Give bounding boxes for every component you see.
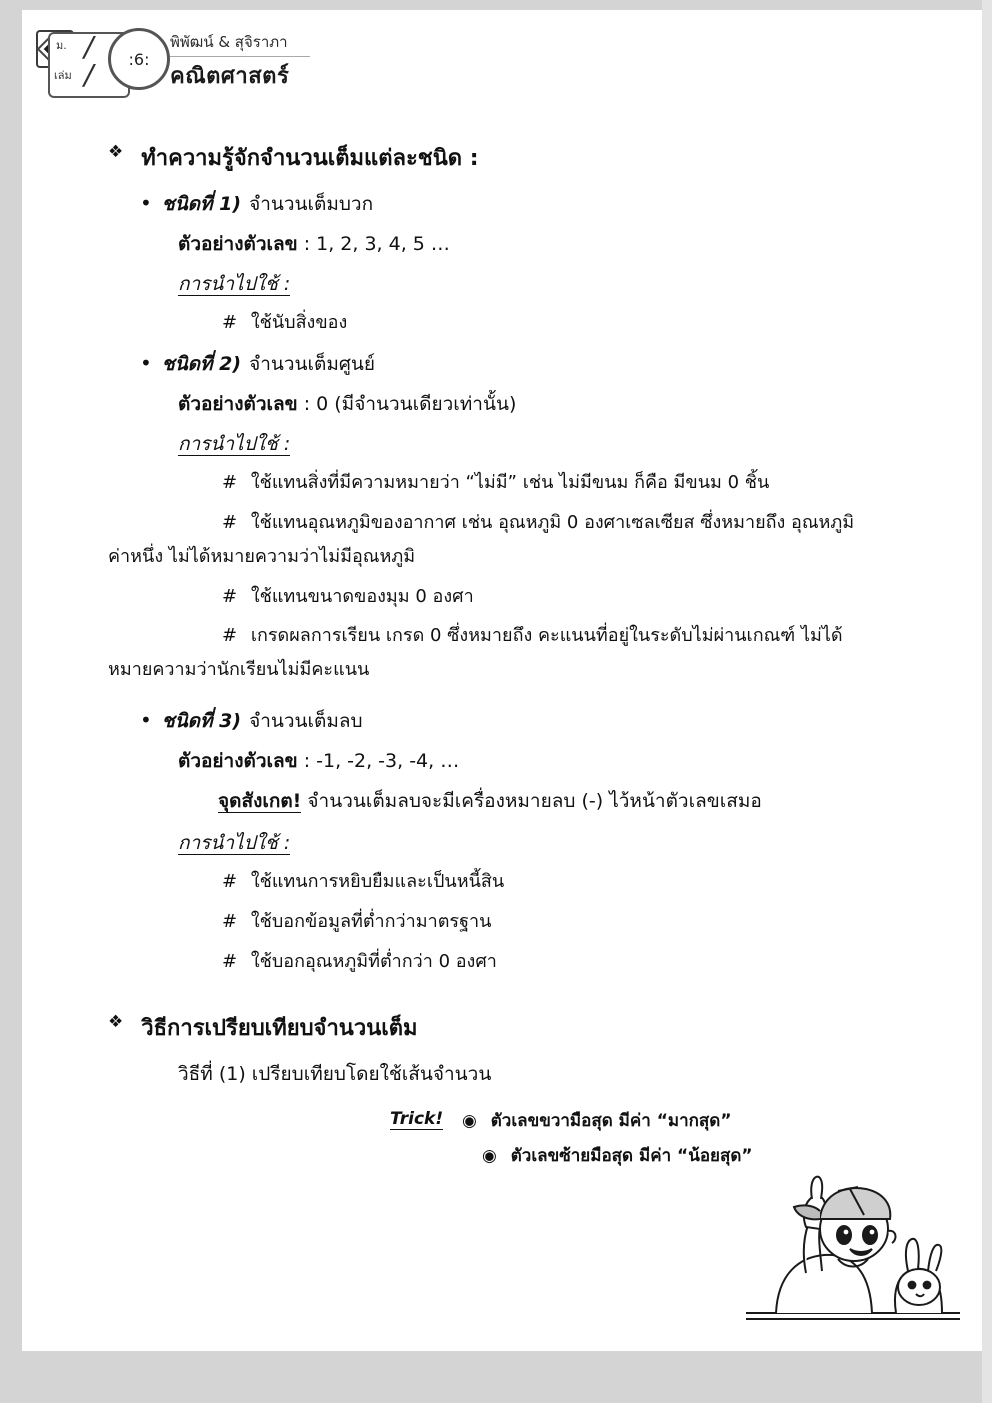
type-1-title xyxy=(22,189,962,219)
hash-bullet-icon: # xyxy=(222,312,238,333)
type-3-usage-label: การนำไปใช้ : xyxy=(178,832,291,855)
type-2-usage-item xyxy=(22,509,962,537)
grade-label: ม. xyxy=(56,39,67,52)
section-heading-2 xyxy=(22,1010,962,1045)
target-bullet-icon: ◉ xyxy=(482,1145,497,1166)
authors-label: พิพัฒน์ & สุจิราภา xyxy=(170,30,310,57)
hash-bullet-icon: # xyxy=(222,911,238,933)
mascot-illustration xyxy=(746,1141,966,1341)
method-1-text: วิธีที่ (1) เปรียบเทียบโดยใช้เส้นจำนวน xyxy=(178,1062,492,1085)
type-2-example-value: : 0 (มีจำนวนเดียวเท่านั้น) xyxy=(303,392,517,415)
type-1-example xyxy=(22,229,962,259)
dot-bullet-icon: • xyxy=(140,191,152,215)
type-2-usage-header xyxy=(22,429,962,459)
section-heading-1 xyxy=(22,140,962,175)
target-bullet-icon: ◉ xyxy=(462,1110,477,1131)
type-2-usage-item xyxy=(22,622,962,650)
dot-bullet-icon: • xyxy=(140,708,152,733)
type-2-continuation-1: ค่าหนึ่ง ไม่ได้หมายความว่าไม่มีอุณหภูมิ xyxy=(108,545,416,567)
page-edge-top xyxy=(0,0,992,10)
type-3-usage-header xyxy=(22,828,962,858)
type-2-usage-item-text-4: เกรดผลการเรียน เกรด 0 ซึ่งหมายถึง คะแนนที่อยู่ในระดับไม่ผ่านเกณฑ์ ไม่ได้ xyxy=(250,625,843,647)
type-3-title xyxy=(22,706,962,736)
type-2-usage-item-text-3: ใช้แทนขนาดของมุม 0 องศา xyxy=(250,585,474,607)
diamond-bullet-icon: ❖ xyxy=(108,1011,124,1032)
diamond-bullet-icon: ❖ xyxy=(108,142,124,162)
hash-bullet-icon: # xyxy=(222,871,238,893)
grade-slash-icon: / xyxy=(84,30,94,63)
hash-bullet-icon: # xyxy=(222,625,238,647)
section-heading-2-text: วิธีการเปรียบเทียบจำนวนเต็ม xyxy=(141,1015,418,1041)
type-1-usage-item-text: ใช้นับสิ่งของ xyxy=(250,312,348,333)
type-2-continuation-2: หมายความว่านักเรียนไม่มีคะแนน xyxy=(108,659,370,681)
page-edge-left xyxy=(0,0,22,1403)
hash-bullet-icon: # xyxy=(222,471,238,493)
type-1-usage-item xyxy=(22,309,962,337)
subject-title: คณิตศาสตร์ xyxy=(170,64,290,89)
type-2-title xyxy=(22,349,962,379)
type-3-usage-item-text-3: ใช้บอกอุณหภูมิที่ต่ำกว่า 0 องศา xyxy=(250,951,497,973)
hash-bullet-icon: # xyxy=(222,951,238,973)
type-3-note-label: จุดสังเกต! xyxy=(218,790,302,813)
type-3-usage-item xyxy=(22,908,962,936)
trick-item-2-text: ตัวเลขซ้ายมือสุด มีค่า “น้อยสุด” xyxy=(510,1145,753,1166)
type-3-usage-item xyxy=(22,868,962,896)
trick-label: Trick! xyxy=(390,1108,444,1129)
type-2-usage-item xyxy=(22,583,962,611)
page-number-circle: :6: xyxy=(108,28,170,90)
type-1-usage-label: การนำไปใช้ : xyxy=(178,273,291,295)
section-heading-1-text: ทำความรู้จักจำนวนเต็มแต่ละชนิด : xyxy=(141,146,479,171)
page-header xyxy=(22,14,362,104)
type-3-usage-item-text-1: ใช้แทนการหยิบยืมและเป็นหนี้สิน xyxy=(250,871,505,893)
type-3-name: จำนวนเต็มลบ xyxy=(249,710,363,733)
type-3-example-value: : -1, -2, -3, -4, … xyxy=(303,750,460,773)
type-2-usage-label: การนำไปใช้ : xyxy=(178,432,291,455)
type-3-usage-item-text-2: ใช้บอกข้อมูลที่ต่ำกว่ามาตรฐาน xyxy=(250,911,492,933)
type-2-label: ชนิดที่ 2) xyxy=(161,352,242,375)
page-edge-right xyxy=(982,0,992,1403)
type-3-note-text: จำนวนเต็มลบจะมีเครื่องหมายลบ (-) ไว้หน้าตัวเลขเสมอ xyxy=(307,790,762,813)
type-1-example-label: ตัวอย่างตัวเลข xyxy=(178,233,298,255)
type-2-example-label: ตัวอย่างตัวเลข xyxy=(178,392,298,415)
hash-bullet-icon: # xyxy=(222,585,238,607)
volume-label: เล่ม xyxy=(54,69,72,82)
type-2-example xyxy=(22,389,962,419)
type-3-example-label: ตัวอย่างตัวเลข xyxy=(178,750,298,773)
type-2-name: จำนวนเต็มศูนย์ xyxy=(249,352,376,375)
type-2-usage-item-text-1: ใช้แทนสิ่งที่มีความหมายว่า “ไม่มี” เช่น ไม่มีขนม ก็คือ มีขนม 0 ชิ้น xyxy=(250,471,770,493)
type-1-usage-header xyxy=(22,269,962,299)
type-3-usage-item xyxy=(22,948,962,976)
hash-bullet-icon: # xyxy=(222,511,238,533)
volume-slash-icon: / xyxy=(84,58,94,91)
trick-item-1-text: ตัวเลขขวามือสุด มีค่า “มากสุด” xyxy=(490,1110,732,1131)
type-3-label: ชนิดที่ 3) xyxy=(161,710,242,733)
type-3-example xyxy=(22,746,962,776)
document-body xyxy=(22,140,962,1177)
type-2-usage-item xyxy=(22,469,962,497)
dot-bullet-icon: • xyxy=(140,350,152,375)
type-1-name: จำนวนเต็มบวก xyxy=(249,193,374,215)
type-1-label: ชนิดที่ 1) xyxy=(161,193,242,215)
page-edge-bottom xyxy=(0,1351,992,1403)
type-1-example-value: : 1, 2, 3, 4, 5 … xyxy=(303,233,450,255)
trick-item-1 xyxy=(390,1107,962,1134)
type-3-note xyxy=(22,786,962,816)
type-2-usage-item-text-2: ใช้แทนอุณหภูมิของอากาศ เช่น อุณหภูมิ 0 องศาเซลเซียส ซึ่งหมายถึง อุณหภูมิ xyxy=(250,511,855,533)
